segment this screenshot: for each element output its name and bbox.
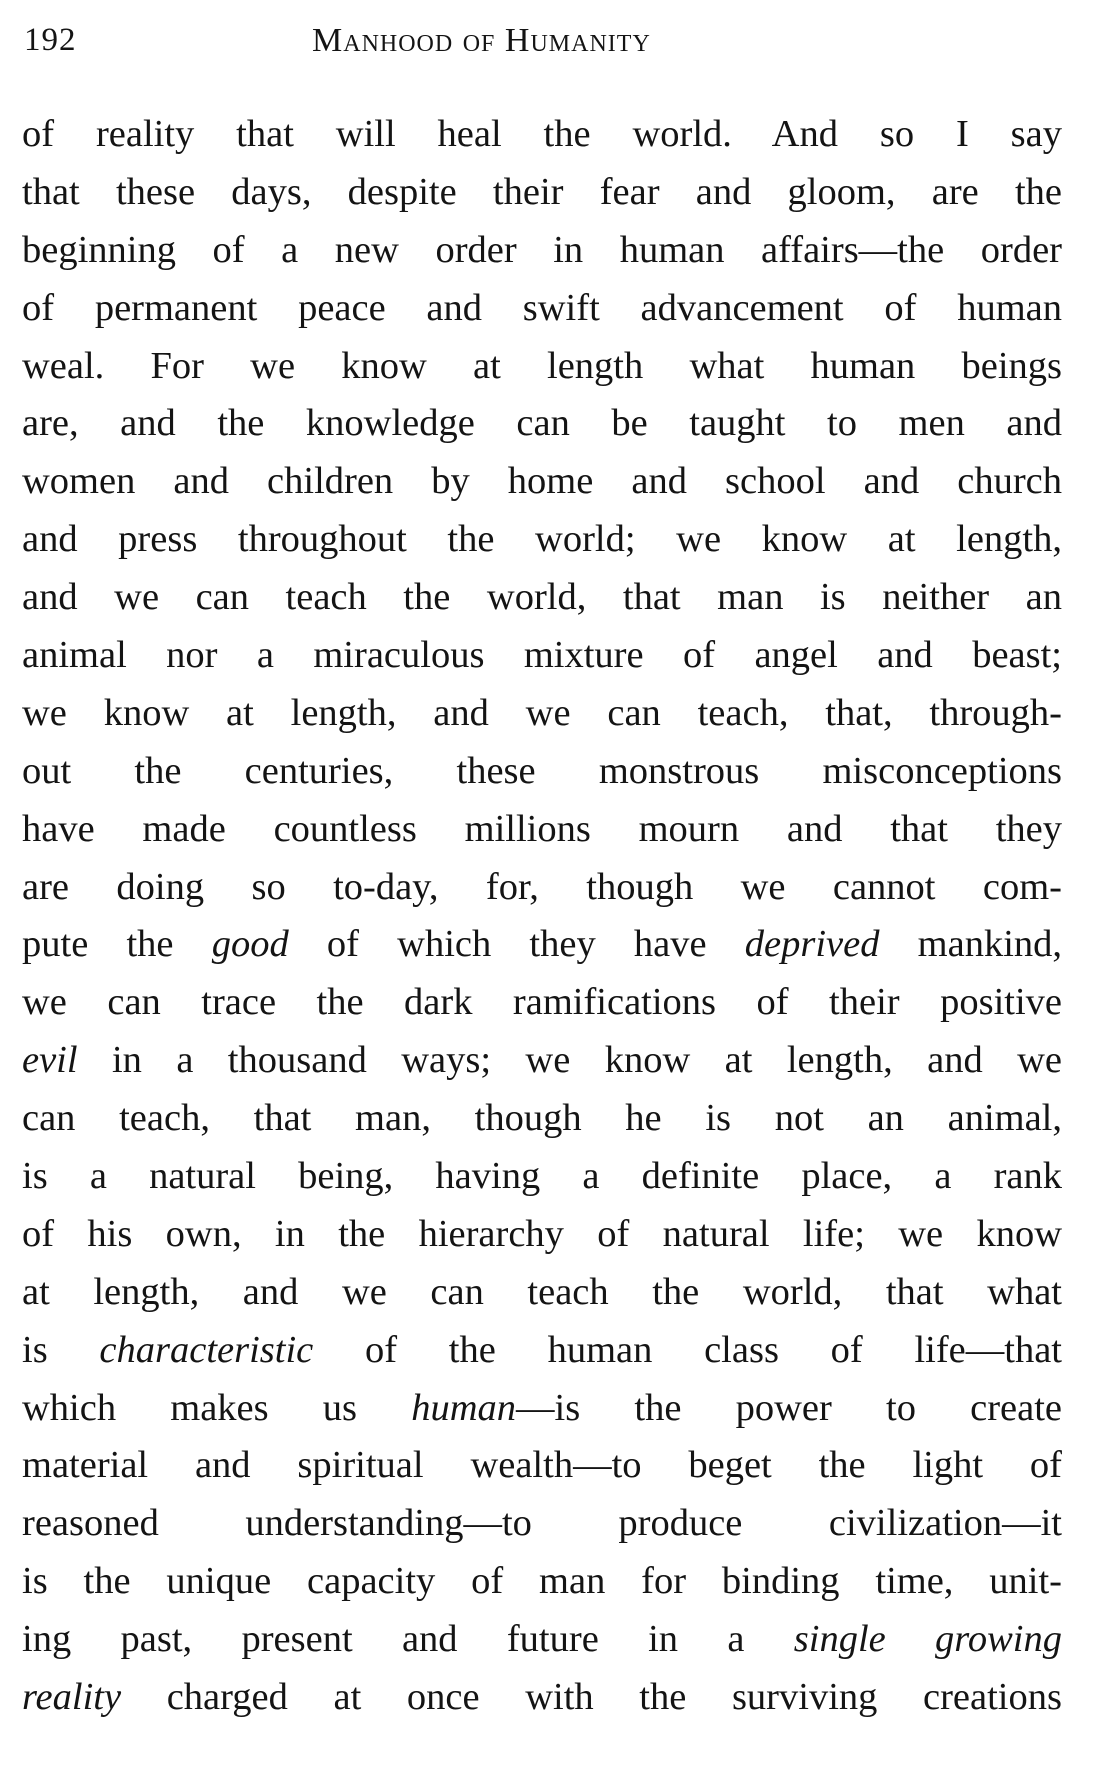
text-segment: is the unique capacity of man for binding time, unit- [22, 1560, 1062, 1603]
text-line [22, 1669, 1062, 1727]
text-line [22, 1264, 1062, 1322]
text-line [22, 801, 1062, 859]
italic-text: good [211, 923, 289, 966]
text-line [22, 859, 1062, 917]
italic-text: reality [22, 1676, 122, 1719]
text-line [22, 1322, 1062, 1380]
text-line [22, 1090, 1062, 1148]
text-segment: at length, and we can teach the world, that what [22, 1270, 1062, 1313]
text-line [22, 1148, 1062, 1206]
text-segment: of permanent peace and swift advancement of human [22, 286, 1062, 329]
text-segment: we know at length, and we can teach, that, through- [22, 691, 1062, 734]
text-segment: reasoned understanding—to produce civilization—it [22, 1502, 1062, 1545]
text-segment: charged at once with the surviving creations [121, 1676, 1062, 1719]
text-segment: are doing so to-day, for, though we cannot com- [22, 865, 1062, 908]
text-segment: in a thousand ways; we know at length, and we [77, 1039, 1062, 1082]
text-line [22, 338, 1062, 396]
text-segment: which makes us [22, 1386, 412, 1429]
text-segment: beginning of a new order in human affairs—the order [22, 228, 1062, 271]
text-segment: we can trace the dark ramifications of their positive [22, 981, 1062, 1024]
text-segment: of the human class of life—that [313, 1328, 1062, 1371]
text-line [22, 1032, 1062, 1090]
text-line [22, 1437, 1062, 1495]
text-segment: weal. For we know at length what human beings [22, 344, 1062, 387]
text-segment: out the centuries, these monstrous misconceptions [22, 749, 1062, 792]
text-line [22, 1206, 1062, 1264]
text-line [22, 453, 1062, 511]
running-title: Manhood of Humanity [312, 22, 651, 59]
text-line [22, 1553, 1062, 1611]
text-segment: ing past, present and future in a [22, 1618, 794, 1661]
text-segment: and press throughout the world; we know at length, [22, 518, 1062, 561]
text-segment: can teach, that man, though he is not an animal, [22, 1097, 1062, 1140]
body-text [22, 106, 1062, 1727]
text-line [22, 974, 1062, 1032]
text-line [22, 395, 1062, 453]
text-line [22, 1380, 1062, 1438]
text-line [22, 627, 1062, 685]
text-line [22, 511, 1062, 569]
text-segment: have made countless millions mourn and that they [22, 807, 1062, 850]
italic-text: characteristic [99, 1328, 314, 1371]
text-line [22, 1495, 1062, 1553]
text-segment: that these days, despite their fear and gloom, are the [22, 170, 1062, 213]
text-line [22, 222, 1062, 280]
text-segment: mankind, [879, 923, 1062, 966]
text-segment: women and children by home and school and church [22, 460, 1062, 503]
page-header [20, 22, 1074, 70]
text-segment: are, and the knowledge can be taught to men and [22, 402, 1062, 445]
text-line [22, 569, 1062, 627]
text-segment: of which they have [288, 923, 745, 966]
text-line [22, 164, 1062, 222]
text-segment: of his own, in the hierarchy of natural life; we know [22, 1212, 1062, 1255]
text-segment: pute the [22, 923, 212, 966]
text-segment: animal nor a miraculous mixture of angel and beast; [22, 634, 1062, 677]
page-number: 192 [24, 22, 77, 58]
italic-text: human [411, 1386, 517, 1429]
text-segment: of reality that will heal the world. And so I say [22, 113, 1062, 155]
italic-text: evil [22, 1039, 78, 1082]
text-segment: material and spiritual wealth—to beget the light of [22, 1444, 1062, 1487]
text-segment: is a natural being, having a definite place, a rank [22, 1155, 1062, 1198]
italic-text: deprived [744, 923, 880, 966]
text-line [22, 1611, 1062, 1669]
italic-text: single growing [793, 1618, 1062, 1661]
text-segment: is [22, 1328, 100, 1371]
text-line [22, 685, 1062, 743]
text-segment: —is the power to create [516, 1386, 1062, 1429]
text-line [22, 743, 1062, 801]
text-line [22, 916, 1062, 974]
text-line [22, 106, 1062, 164]
text-segment: and we can teach the world, that man is neither an [22, 576, 1062, 619]
text-line [22, 280, 1062, 338]
